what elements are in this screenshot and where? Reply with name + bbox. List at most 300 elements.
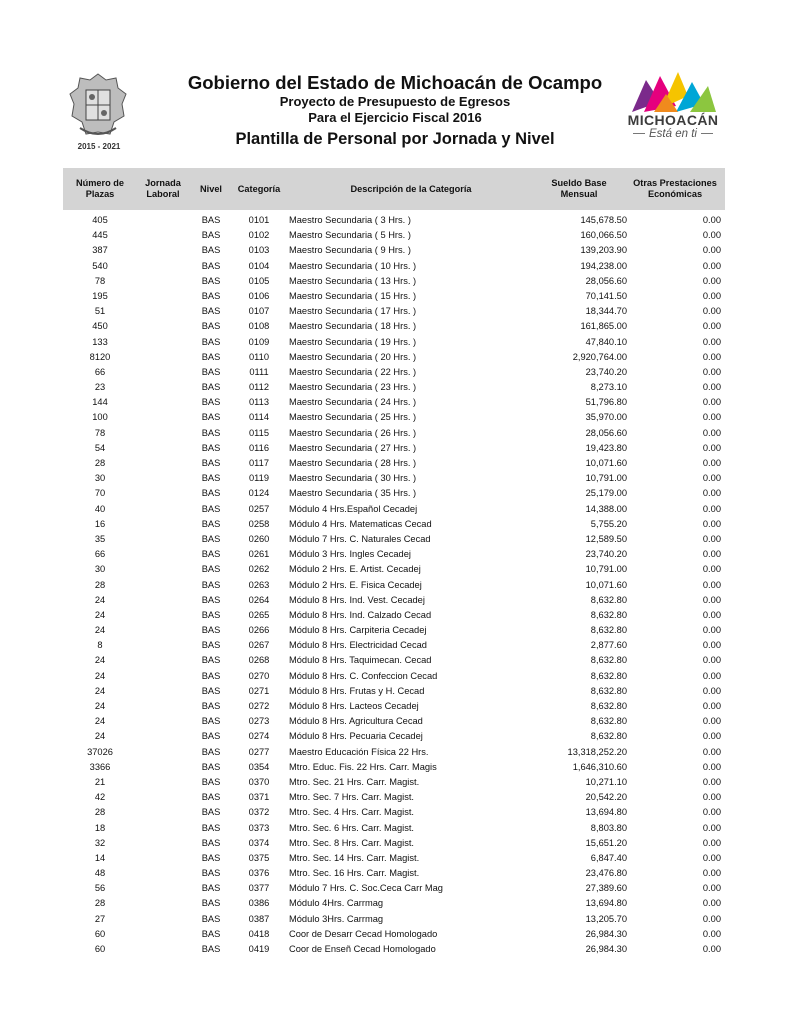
- cell-descripcion: Maestro Secundaria ( 17 Hrs. ): [289, 306, 417, 317]
- cell-nivel: BAS: [201, 685, 221, 696]
- cell-sueldo: 8,803.80: [590, 822, 627, 833]
- cell-numero: 56: [94, 883, 106, 894]
- table-row: [63, 851, 725, 866]
- cell-otras: 0.00: [702, 503, 721, 514]
- cell-nivel: BAS: [201, 290, 221, 301]
- cell-categoria: 0107: [248, 306, 270, 317]
- cell-categoria: 0106: [248, 290, 270, 301]
- cell-otras: 0.00: [702, 564, 721, 575]
- cell-sueldo: 26,984.30: [585, 928, 627, 939]
- cell-nivel: BAS: [201, 868, 221, 879]
- cell-categoria: 0102: [248, 230, 270, 241]
- cell-nivel: BAS: [201, 776, 221, 787]
- cell-nivel: BAS: [201, 807, 221, 818]
- cell-nivel: BAS: [201, 230, 221, 241]
- table-row: [63, 259, 725, 274]
- cell-categoria: 0386: [248, 898, 270, 909]
- table-row: [63, 760, 725, 775]
- cell-sueldo: 1,646,310.60: [572, 761, 627, 772]
- cell-categoria: 0418: [248, 928, 270, 939]
- cell-categoria: 0265: [248, 609, 270, 620]
- cell-numero: 133: [92, 336, 108, 347]
- cell-categoria: 0277: [248, 746, 270, 757]
- cell-descripcion: Módulo 8 Hrs. Frutas y H. Cecad: [289, 685, 425, 696]
- table-row: [63, 517, 725, 532]
- cell-sueldo: 10,071.60: [585, 458, 627, 468]
- cell-descripcion: Mtro. Sec. 6 Hrs. Carr. Magist.: [289, 822, 415, 833]
- cell-otras: 0.00: [702, 837, 721, 848]
- cell-nivel: BAS: [201, 822, 221, 833]
- cell-nivel: BAS: [201, 351, 221, 362]
- cell-nivel: BAS: [201, 336, 221, 347]
- cell-nivel: BAS: [201, 245, 221, 256]
- cell-categoria: 0257: [248, 503, 270, 514]
- cell-descripcion: Módulo 7 Hrs. C. Soc.Ceca Carr Mag: [289, 883, 443, 894]
- table-row: [63, 821, 725, 836]
- cell-sueldo: 26,984.30: [585, 944, 627, 954]
- cell-nivel: BAS: [201, 306, 221, 317]
- table-row: [63, 395, 725, 410]
- cell-otras: 0.00: [702, 290, 721, 301]
- cell-sueldo: 13,694.80: [585, 898, 627, 909]
- cell-numero: 24: [94, 685, 106, 696]
- cell-otras: 0.00: [702, 913, 721, 924]
- cell-sueldo: 5,755.20: [590, 518, 627, 529]
- cell-categoria: 0372: [248, 807, 270, 818]
- cell-sueldo: 8,632.80: [590, 655, 627, 666]
- cell-descripcion: Módulo 2 Hrs. E. Fisica Cecadej: [289, 579, 422, 590]
- cell-categoria: 0271: [248, 685, 270, 696]
- cell-descripcion: Módulo 8 Hrs. Electricidad Cecad: [289, 640, 427, 651]
- cell-nivel: BAS: [201, 488, 221, 499]
- cell-descripcion: Maestro Secundaria ( 19 Hrs. ): [289, 336, 417, 347]
- cell-categoria: 0419: [248, 944, 270, 954]
- cell-numero: 24: [94, 625, 106, 636]
- cell-numero: 24: [94, 670, 106, 681]
- cell-numero: 195: [92, 290, 108, 301]
- cell-otras: 0.00: [702, 549, 721, 560]
- cell-descripcion: Módulo 8 Hrs. Ind. Vest. Cecadej: [289, 594, 425, 605]
- cell-descripcion: Módulo 3 Hrs. Ingles Cecadej: [289, 549, 411, 560]
- cell-numero: 3366: [89, 761, 111, 772]
- cell-descripcion: Maestro Secundaria ( 5 Hrs. ): [289, 230, 411, 241]
- cell-descripcion: Maestro Secundaria ( 9 Hrs. ): [289, 245, 411, 256]
- table-row: [63, 912, 725, 927]
- cell-sueldo: 51,796.80: [585, 397, 627, 408]
- cell-numero: 30: [94, 473, 106, 484]
- cell-categoria: 0377: [248, 883, 270, 894]
- cell-categoria: 0114: [249, 412, 269, 423]
- cell-descripcion: Mtro. Educ. Fis. 22 Hrs. Carr. Magis: [289, 761, 437, 772]
- cell-numero: 100: [92, 412, 108, 423]
- cell-numero: 387: [92, 245, 108, 256]
- cell-sueldo: 145,678.50: [580, 215, 627, 225]
- cell-nivel: BAS: [201, 625, 221, 636]
- cell-nivel: BAS: [201, 412, 221, 423]
- cell-sueldo: 8,632.80: [590, 670, 627, 681]
- cell-numero: 27: [94, 913, 106, 924]
- table-row: [63, 441, 725, 456]
- cell-otras: 0.00: [702, 215, 721, 225]
- logo-slogan: Está en ti: [620, 128, 726, 140]
- table-row: [63, 729, 725, 744]
- table-row: [63, 380, 725, 395]
- cell-sueldo: 8,632.80: [590, 609, 627, 620]
- cell-otras: 0.00: [702, 716, 721, 727]
- cell-categoria: 0373: [248, 822, 270, 833]
- cell-numero: 14: [94, 852, 106, 863]
- cell-sueldo: 8,632.80: [590, 731, 627, 742]
- cell-numero: 30: [94, 564, 106, 575]
- cell-otras: 0.00: [702, 761, 721, 772]
- cell-descripcion: Maestro Secundaria ( 30 Hrs. ): [289, 473, 417, 484]
- cell-categoria: 0387: [248, 913, 270, 924]
- cell-descripcion: Mtro. Sec. 16 Hrs. Carr. Magist.: [289, 868, 420, 879]
- cell-sueldo: 35,970.00: [585, 412, 627, 423]
- cell-otras: 0.00: [702, 807, 721, 818]
- cell-otras: 0.00: [702, 701, 721, 711]
- cell-otras: 0.00: [702, 852, 721, 863]
- cell-otras: 0.00: [702, 260, 721, 271]
- cell-numero: 21: [94, 776, 106, 787]
- cell-nivel: BAS: [201, 503, 221, 514]
- cell-categoria: 0371: [248, 792, 270, 803]
- cell-nivel: BAS: [201, 944, 221, 954]
- cell-sueldo: 8,632.80: [590, 701, 627, 711]
- cell-nivel: BAS: [201, 913, 221, 924]
- fiscal-year: Para el Ejercicio Fiscal 2016: [308, 110, 482, 125]
- table-row: [63, 547, 725, 562]
- cell-nivel: BAS: [201, 609, 221, 620]
- cell-categoria: 0261: [248, 549, 270, 560]
- cell-nivel: BAS: [201, 898, 221, 909]
- table-row: [63, 805, 725, 820]
- cell-nivel: BAS: [201, 731, 221, 742]
- table-row: [63, 486, 725, 501]
- table-row: [63, 593, 725, 608]
- table-row: [63, 471, 725, 486]
- cell-categoria: 0116: [249, 442, 269, 453]
- cell-sueldo: 28,056.60: [585, 275, 627, 286]
- cell-otras: 0.00: [702, 533, 721, 544]
- cell-descripcion: Maestro Secundaria ( 20 Hrs. ): [289, 351, 417, 362]
- cell-otras: 0.00: [702, 928, 721, 939]
- table-row: [63, 410, 725, 425]
- cell-descripcion: Maestro Educación Física 22 Hrs.: [289, 746, 429, 757]
- cell-nivel: BAS: [201, 746, 221, 757]
- cell-otras: 0.00: [702, 412, 721, 423]
- cell-nivel: BAS: [201, 564, 221, 575]
- cell-otras: 0.00: [702, 655, 721, 666]
- cell-numero: 405: [92, 215, 108, 225]
- cell-descripcion: Módulo 4 Hrs.Español Cecadej: [289, 503, 418, 514]
- cell-descripcion: Módulo 8 Hrs. Carpiteria Cecadej: [289, 625, 427, 636]
- cell-numero: 144: [92, 397, 108, 408]
- table-row: [63, 836, 725, 851]
- cell-numero: 66: [94, 549, 106, 560]
- cell-nivel: BAS: [201, 670, 221, 681]
- cell-otras: 0.00: [702, 397, 721, 408]
- cell-nivel: BAS: [201, 594, 221, 605]
- cell-otras: 0.00: [702, 366, 721, 377]
- cell-nivel: BAS: [201, 458, 221, 468]
- table-row: [63, 335, 725, 350]
- cell-categoria: 0376: [248, 868, 270, 879]
- cell-numero: 51: [94, 306, 106, 317]
- cell-descripcion: Maestro Secundaria ( 24 Hrs. ): [289, 397, 417, 408]
- cell-categoria: 0101: [248, 215, 270, 225]
- cell-sueldo: 8,632.80: [590, 716, 627, 727]
- cell-numero: 445: [92, 230, 108, 241]
- table-row: [63, 608, 725, 623]
- table-row: [63, 365, 725, 380]
- cell-nivel: BAS: [201, 928, 221, 939]
- col-sueldo: Sueldo Base Mensual: [551, 178, 607, 199]
- cell-otras: 0.00: [702, 640, 721, 651]
- cell-descripcion: Coor de Enseñ Cecad Homologado: [289, 944, 436, 954]
- cell-sueldo: 28,056.60: [585, 427, 627, 438]
- cell-categoria: 0262: [248, 564, 270, 575]
- cell-descripcion: Maestro Secundaria ( 22 Hrs. ): [289, 366, 417, 377]
- cell-otras: 0.00: [702, 594, 721, 605]
- col-numero: Número de Plazas: [76, 178, 124, 199]
- cell-numero: 24: [94, 594, 106, 605]
- cell-sueldo: 8,632.80: [590, 594, 627, 605]
- cell-descripcion: Mtro. Sec. 21 Hrs. Carr. Magist.: [289, 776, 420, 787]
- cell-sueldo: 161,865.00: [580, 321, 627, 332]
- cell-descripcion: Maestro Secundaria ( 10 Hrs. ): [289, 260, 417, 271]
- cell-categoria: 0117: [249, 458, 269, 468]
- cell-otras: 0.00: [702, 822, 721, 833]
- cell-otras: 0.00: [702, 442, 721, 453]
- cell-numero: 78: [94, 275, 106, 286]
- cell-numero: 23: [94, 382, 106, 393]
- cell-descripcion: Maestro Secundaria ( 23 Hrs. ): [289, 382, 417, 393]
- cell-otras: 0.00: [702, 230, 721, 241]
- cell-otras: 0.00: [702, 351, 721, 362]
- cell-categoria: 0258: [248, 518, 270, 529]
- cell-descripcion: Maestro Secundaria ( 18 Hrs. ): [289, 321, 417, 332]
- cell-sueldo: 10,071.60: [585, 579, 627, 590]
- cell-descripcion: Módulo 8 Hrs. C. Confeccion Cecad: [289, 670, 438, 681]
- cell-sueldo: 12,589.50: [585, 533, 627, 544]
- cell-sueldo: 47,840.10: [585, 336, 627, 347]
- document-subtitle: Proyecto de Presupuesto de Egresos: [279, 94, 511, 109]
- cell-otras: 0.00: [702, 792, 721, 803]
- cell-categoria: 0111: [249, 366, 269, 377]
- cell-descripcion: Mtro. Sec. 14 Hrs. Carr. Magist.: [289, 852, 420, 863]
- cell-otras: 0.00: [702, 488, 721, 499]
- cell-numero: 54: [94, 442, 106, 453]
- cell-sueldo: 19,423.80: [585, 442, 627, 453]
- col-categoria: Categoría: [237, 183, 281, 194]
- cell-numero: 18: [94, 822, 106, 833]
- cell-otras: 0.00: [702, 321, 721, 332]
- cell-categoria: 0112: [249, 382, 269, 393]
- cell-nivel: BAS: [201, 533, 221, 544]
- table-row: [63, 790, 725, 805]
- cell-otras: 0.00: [702, 883, 721, 894]
- cell-numero: 60: [94, 928, 106, 939]
- cell-sueldo: 14,388.00: [585, 503, 627, 514]
- document-title: Gobierno del Estado de Michoacán de Ocampo: [187, 72, 603, 93]
- table-row: [63, 350, 725, 365]
- cell-numero: 28: [94, 458, 106, 468]
- table-row: [63, 927, 725, 942]
- col-jornada: Jornada Laboral: [145, 178, 181, 199]
- cell-descripcion: Maestro Secundaria ( 28 Hrs. ): [289, 458, 417, 468]
- cell-sueldo: 8,273.10: [590, 382, 627, 393]
- cell-categoria: 0263: [248, 579, 270, 590]
- cell-numero: 450: [92, 321, 108, 332]
- cell-descripcion: Maestro Secundaria ( 15 Hrs. ): [289, 290, 417, 301]
- cell-categoria: 0266: [248, 625, 270, 636]
- cell-descripcion: Módulo 8 Hrs. Agricultura Cecad: [289, 716, 423, 727]
- cell-numero: 32: [94, 837, 106, 848]
- cell-sueldo: 15,651.20: [585, 837, 627, 848]
- cell-otras: 0.00: [702, 609, 721, 620]
- cell-categoria: 0273: [248, 716, 270, 727]
- cell-otras: 0.00: [702, 625, 721, 636]
- crest-years: 2015 - 2021: [77, 142, 121, 151]
- cell-categoria: 0115: [249, 427, 269, 438]
- cell-categoria: 0274: [248, 731, 270, 742]
- cell-nivel: BAS: [201, 397, 221, 408]
- cell-descripcion: Mtro. Sec. 8 Hrs. Carr. Magist.: [289, 837, 415, 848]
- cell-sueldo: 25,179.00: [585, 488, 627, 499]
- cell-otras: 0.00: [702, 898, 721, 909]
- cell-sueldo: 10,791.00: [585, 473, 627, 484]
- cell-categoria: 0110: [249, 351, 269, 362]
- cell-nivel: BAS: [201, 260, 221, 271]
- cell-nivel: BAS: [201, 549, 221, 560]
- cell-numero: 28: [94, 807, 106, 818]
- cell-categoria: 0268: [248, 655, 270, 666]
- cell-nivel: BAS: [201, 427, 221, 438]
- cell-categoria: 0109: [248, 336, 270, 347]
- table-row: [63, 456, 725, 471]
- cell-sueldo: 10,791.00: [585, 564, 627, 575]
- cell-sueldo: 23,740.20: [585, 549, 627, 560]
- cell-numero: 70: [94, 488, 106, 499]
- michoacan-logo: [620, 72, 730, 152]
- cell-sueldo: 20,542.20: [585, 792, 627, 803]
- cell-nivel: BAS: [201, 761, 221, 772]
- table-row: [63, 623, 725, 638]
- table-row: [63, 669, 725, 684]
- cell-categoria: 0375: [248, 852, 270, 863]
- cell-descripcion: Módulo 4 Hrs. Matematicas Cecad: [289, 518, 432, 529]
- table-row: [63, 289, 725, 304]
- cell-numero: 35: [94, 533, 106, 544]
- cell-descripcion: Maestro Secundaria ( 13 Hrs. ): [289, 275, 417, 286]
- table-row: [63, 638, 725, 653]
- table-row: [63, 228, 725, 243]
- cell-categoria: 0104: [248, 260, 270, 271]
- cell-numero: 24: [94, 655, 106, 666]
- cell-numero: 40: [94, 503, 106, 514]
- cell-otras: 0.00: [702, 458, 721, 468]
- cell-nivel: BAS: [201, 473, 221, 484]
- cell-sueldo: 8,632.80: [590, 625, 627, 636]
- cell-nivel: BAS: [201, 382, 221, 393]
- cell-otras: 0.00: [702, 382, 721, 393]
- cell-sueldo: 10,271.10: [585, 776, 627, 787]
- cell-categoria: 0264: [248, 594, 270, 605]
- cell-numero: 540: [92, 260, 108, 271]
- table-row: [63, 532, 725, 547]
- cell-otras: 0.00: [702, 579, 721, 590]
- cell-numero: 16: [94, 518, 106, 529]
- cell-otras: 0.00: [702, 518, 721, 529]
- cell-numero: 8120: [89, 351, 111, 362]
- cell-sueldo: 70,141.50: [585, 290, 627, 301]
- table-row: [63, 274, 725, 289]
- cell-sueldo: 27,389.60: [585, 883, 627, 894]
- cell-sueldo: 2,920,764.00: [572, 351, 627, 362]
- cell-numero: 8: [97, 640, 103, 651]
- cell-nivel: BAS: [201, 442, 221, 453]
- cell-descripcion: Módulo 2 Hrs. E. Artist. Cecadej: [289, 564, 421, 575]
- cell-sueldo: 160,066.50: [580, 230, 627, 241]
- cell-nivel: BAS: [201, 701, 221, 711]
- cell-sueldo: 8,632.80: [590, 685, 627, 696]
- cell-otras: 0.00: [702, 245, 721, 256]
- cell-nivel: BAS: [201, 837, 221, 848]
- cell-categoria: 0119: [249, 473, 269, 484]
- table-row: [63, 502, 725, 517]
- table-row: [63, 426, 725, 441]
- table-row: [63, 304, 725, 319]
- cell-sueldo: 194,238.00: [580, 260, 627, 271]
- cell-nivel: BAS: [201, 579, 221, 590]
- cell-descripcion: Módulo 8 Hrs. Ind. Calzado Cecad: [289, 609, 432, 620]
- table-row: [63, 866, 725, 881]
- table-row: [63, 881, 725, 896]
- cell-nivel: BAS: [201, 366, 221, 377]
- table-row: [63, 699, 725, 714]
- cell-categoria: 0260: [248, 533, 270, 544]
- table-row: [63, 714, 725, 729]
- cell-numero: 28: [94, 579, 106, 590]
- cell-numero: 78: [94, 427, 106, 438]
- cell-otras: 0.00: [702, 746, 721, 757]
- cell-categoria: 0113: [249, 397, 269, 408]
- table-header: [63, 168, 725, 210]
- logo-wordmark: MICHOACÁN: [627, 112, 719, 128]
- report-title: Plantilla de Personal por Jornada y Nivel: [235, 130, 555, 148]
- cell-nivel: BAS: [201, 321, 221, 332]
- cell-categoria: 0108: [248, 321, 270, 332]
- cell-descripcion: Coor de Desarr Cecad Homologado: [289, 928, 438, 939]
- cell-nivel: BAS: [201, 852, 221, 863]
- cell-categoria: 0374: [248, 837, 270, 848]
- cell-otras: 0.00: [702, 868, 721, 879]
- cell-descripcion: Maestro Secundaria ( 26 Hrs. ): [289, 427, 417, 438]
- cell-descripcion: Maestro Secundaria ( 35 Hrs. ): [289, 488, 417, 499]
- table-row: [63, 653, 725, 668]
- cell-otras: 0.00: [702, 336, 721, 347]
- table-row: [63, 896, 725, 911]
- cell-nivel: BAS: [201, 275, 221, 286]
- table-row: [63, 684, 725, 699]
- cell-descripcion: Módulo 8 Hrs. Lacteos Cecadej: [289, 701, 419, 711]
- table-row: [63, 243, 725, 258]
- cell-numero: 24: [94, 731, 106, 742]
- cell-descripcion: Maestro Secundaria ( 3 Hrs. ): [289, 215, 411, 225]
- table-row: [63, 745, 725, 760]
- cell-descripcion: Módulo 8 Hrs. Taquimecan. Cecad: [289, 655, 432, 666]
